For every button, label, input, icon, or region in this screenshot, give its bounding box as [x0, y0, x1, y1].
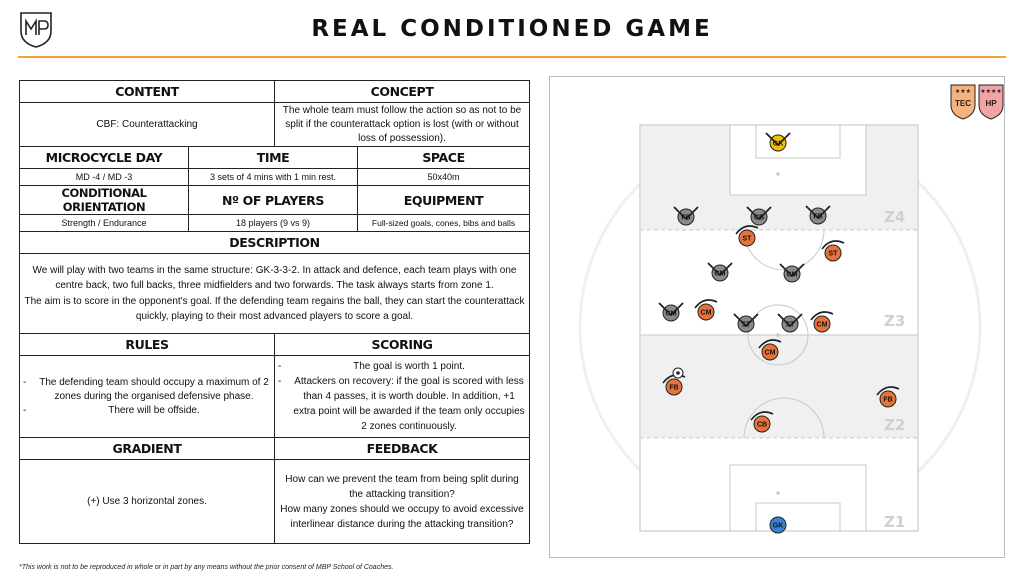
players-value: 18 players (9 vs 9): [189, 215, 358, 232]
time-header: TIME: [189, 147, 358, 169]
page-title: REAL CONDITIONED GAME: [311, 16, 713, 42]
level-badge-hp: [979, 85, 1003, 119]
player-label: ST: [785, 321, 795, 329]
feedback-header: FEEDBACK: [275, 438, 530, 460]
rule-item: - The defending team should occupy a maximum of 2 zones during the organised defensive phase.: [23, 376, 269, 402]
feedback-body: [275, 460, 530, 544]
ball-icon: [673, 368, 683, 378]
concept-header: CONCEPT: [275, 81, 530, 103]
zone-label: Z4: [884, 208, 906, 226]
player-blue-gk: [770, 517, 786, 533]
gradient-value: (+) Use 3 horizontal zones.: [20, 460, 275, 544]
player-label: CM: [665, 310, 677, 318]
top-penalty-area: [730, 125, 866, 195]
player-label: GK: [772, 140, 784, 148]
concept-value: The whole team must follow the action so as not to be split if the counterattack option is lost (with or without loss of possession).: [275, 103, 530, 147]
player-label: FB: [669, 384, 679, 392]
player-label: ST: [741, 321, 751, 329]
player-label: CB: [753, 214, 765, 222]
centre-spot: [776, 333, 780, 337]
rules-body: [20, 356, 275, 438]
badge-stars: ★★★★: [980, 89, 1002, 95]
space-value: 50x40m: [358, 169, 530, 186]
player-label: GK: [772, 522, 784, 530]
badge-label: TEC: [955, 99, 971, 108]
players-header: Nº OF PLAYERS: [189, 186, 358, 215]
rules-header: RULES: [20, 334, 275, 356]
content-header: CONTENT: [20, 81, 275, 103]
header-divider: [18, 56, 1006, 58]
zone-label: Z3: [884, 312, 906, 330]
equipment-header: EQUIPMENT: [358, 186, 530, 215]
player-label: FB: [681, 214, 691, 222]
player-label: CM: [816, 321, 828, 329]
orientation-value: Strength / Endurance: [20, 215, 189, 232]
feedback-question: How many zones should we occupy to avoid excessive interlinear distance during the attacking transition?: [280, 503, 524, 530]
scoring-item: - The goal is worth 1 point.: [278, 361, 465, 372]
space-header: SPACE: [358, 147, 530, 169]
player-label: CM: [786, 271, 798, 279]
rule-item: - There will be offside.: [23, 404, 200, 416]
microcycle-value: MD -4 / MD -3: [20, 169, 189, 186]
description-paragraph: We will play with two teams in the same structure: GK-3-3-2. In attack and defence, each team plays with one centre back, two full backs, three midfielders and two forwards. The task always starts from zone 1.: [32, 264, 517, 291]
player-label: ST: [742, 235, 752, 243]
player-label: CB: [756, 421, 768, 429]
copyright-footnote: *This work is not to be reproduced in whole or in part by any means without the prior consent of MBP School of Coaches.: [19, 564, 394, 571]
player-label: CM: [764, 349, 776, 357]
description-header: DESCRIPTION: [20, 232, 530, 254]
bottom-penalty-area: [730, 465, 866, 531]
scoring-header: SCORING: [275, 334, 530, 356]
player-label: ST: [828, 250, 838, 258]
description-body: [20, 254, 530, 334]
description-paragraph: The aim is to score in the opponent's goal. If the defending team regains the ball, they can start the counterattack quickly, playing to their most advanced players to score a goal.: [24, 295, 525, 322]
microcycle-header: MICROCYCLE DAY: [20, 147, 189, 169]
zone-label: Z2: [884, 416, 906, 434]
zone-label: Z1: [884, 513, 906, 531]
badge-label: HP: [985, 99, 997, 108]
player-label: CM: [714, 270, 726, 278]
bottom-penalty-spot: [776, 491, 780, 495]
player-label: FB: [883, 396, 893, 404]
content-value: CBF: Counterattacking: [20, 103, 275, 147]
badge-stars: ★★★: [954, 89, 972, 95]
level-badge-tec: [951, 85, 975, 119]
scoring-item: - Attackers on recovery: if the goal is scored with less than 4 passes, it is worth double. In addition, +1 extra point will be awarded if the team only occupies 2 zones continuously.: [278, 376, 525, 432]
player-label: FB: [813, 213, 823, 221]
player-label: CM: [700, 309, 712, 317]
feedback-question: How can we prevent the team from being split during the attacking transition?: [285, 473, 519, 500]
top-penalty-spot: [776, 172, 780, 176]
scoring-body: [275, 356, 530, 438]
equipment-value: Full-sized goals, cones, bibs and balls: [358, 215, 530, 232]
pitch-diagram-panel: [549, 76, 1005, 558]
time-value: 3 sets of 4 mins with 1 min rest.: [189, 169, 358, 186]
pitch-diagram: [550, 77, 1006, 559]
session-sheet: [19, 80, 530, 544]
orientation-header: CONDITIONAL ORIENTATION: [20, 186, 189, 215]
gradient-header: GRADIENT: [20, 438, 275, 460]
